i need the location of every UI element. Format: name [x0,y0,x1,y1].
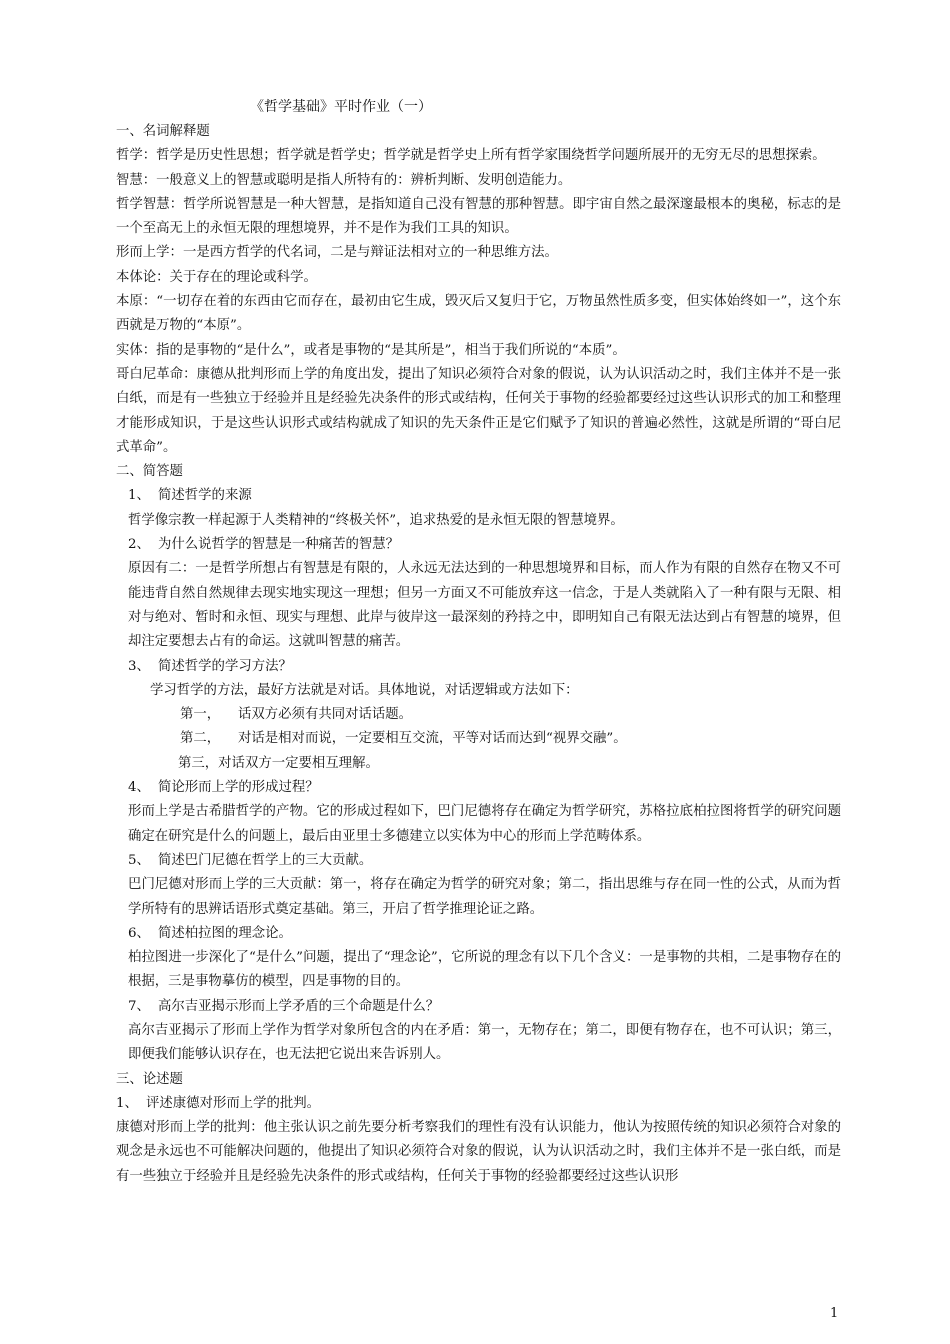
question-5 [116,849,841,873]
term-ontology: 本体论：关于存在的理论或科学。 [116,269,317,285]
step-text: 话双方必须有共同对话话题。 [238,707,413,723]
question-text: 简论形而上学的形成过程？ [158,780,319,796]
answer-4: 形而上学是古希腊哲学的产物。它的形成过程如下，巴门尼德将存在确定为哲学研究，苏格拉底柏拉图将哲学的研究问题确定在研究是什么的问题上，最后由亚里士多德建立以实体为中心的形而上学范畴体系。 [128,804,841,844]
question-number: 5、 [128,852,150,868]
term-wisdom: 智慧：一般意义上的智慧或聪明是指人所特有的：辨析判断、发明创造能力。 [116,172,572,188]
question-text: 简述哲学的来源 [158,488,252,504]
answer-3-step-3: 第三，对话双方一定要相互理解。 [178,755,379,771]
question-number: 7、 [128,998,150,1014]
question-text: 简述柏拉图的理念论。 [158,925,292,941]
question-text: 高尔吉亚揭示形而上学矛盾的三个命题是什么？ [158,998,440,1014]
term-copernican-revolution: 哥白尼革命：康德从批判形而上学的角度出发，提出了知识必须符合对象的假说，认为认识活动之时，我们主体并不是一张白纸，而是有一些独立于经验并且是经验先决条件的形式或结构，任何关于事物的经验都要经过这些认识形式的加工和整理才能形成知识，于是这些认识形式或结构就成了知识的先天条件正是它们赋予了知识的普遍必然性，这就是所谓的“哥白尼式革命”。 [116,366,841,455]
term-substance: 实体：指的是事物的“是什么”，或者是事物的“是其所是”，相当于我们所说的“本质”。 [116,342,626,358]
term-philosophical-wisdom: 哲学智慧：哲学所说智慧是一种大智慧，是指知道自己没有智慧的那种智慧。即宇宙自然之最深邃最根本的奥秘，标志的是一个至高无上的永恒无限的理想境界，并不是作为我们工具的知识。 [116,196,841,237]
essay-question-1 [116,1092,841,1116]
step-text: 对话是相对而说，一定要相互交流，平等对话而达到“视界交融”。 [238,731,627,747]
step-label: 第一， [180,707,221,723]
answer-3-step-2 [116,727,841,751]
answer-1: 哲学像宗教一样起源于人类精神的“终极关怀”，追求热爱的是永恒无限的智慧境界。 [128,512,624,528]
page-number: 1 [830,1306,839,1321]
section1-heading: 一、名词解释题 [116,124,210,139]
question-number: 1、 [128,488,150,504]
answer-5: 巴门尼德对形而上学的三大贡献：第一，将存在确定为哲学的研究对象；第二，指出思维与存在同一性的公式，从而为哲学所特有的思辨话语形式奠定基础。第三，开启了哲学推理论证之路。 [128,877,841,917]
question-number: 3、 [128,658,150,674]
question-number: 1、 [116,1095,138,1111]
answer-7: 高尔吉亚揭示了形而上学作为哲学对象所包含的内在矛盾：第一，无物存在；第二，即便有物存在，也不可认识；第三，即便我们能够认识存在，也无法把它说出来告诉别人。 [128,1022,841,1063]
question-2 [116,533,841,557]
answer-2: 原因有二：一是哲学所想占有智慧是有限的，人永远无法达到的一种思想境界和目标，而人作为有限的自然存在物又不可能违背自然自然规律去现实地实现这一理想；但另一方面又不可能放弃这一信念，于是人类就陷入了一种有限与无限、相对与绝对、暂时和永恒、现实与理想、此岸与彼岸这一最深刻的矜持之中，即明知自己有限无法达到占有智慧的境界，但却注定要想去占有的命运。这就叫智慧的痛苦。 [128,561,841,650]
question-number: 2、 [128,537,150,553]
question-4 [116,776,841,800]
term-metaphysics: 形而上学：一是西方哲学的代名词，二是与辩证法相对立的一种思维方法。 [116,245,558,261]
answer-3-intro: 学习哲学的方法，最好方法就是对话。具体地说，对话逻辑或方法如下： [150,682,579,698]
answer-6: 柏拉图进一步深化了“是什么”问题，提出了“理念论”，它所说的理念有以下几个含义：一是事物的共相，二是事物存在的根据，三是事物摹仿的模型，四是事物的目的。 [128,950,841,990]
question-text: 为什么说哲学的智慧是一种痛苦的智慧？ [158,537,400,553]
answer-3-step-1 [116,703,841,727]
question-text: 简述哲学的学习方法？ [158,658,292,674]
term-philosophy: 哲学：哲学是历史性思想；哲学就是哲学史；哲学就是哲学史上所有哲学家围绕哲学问题所展开的无穷无尽的思想探索。 [116,148,826,164]
question-6 [116,922,841,946]
section3-heading: 三、论述题 [116,1071,183,1087]
term-origin: 本原：“一切存在着的东西由它而存在，最初由它生成，毁灭后又复归于它，万物虽然性质多变，但实体始终如一”，这个东西就是万物的“本原”。 [116,294,841,334]
question-7 [116,995,841,1019]
section2-heading: 二、简答题 [116,464,183,480]
question-1 [116,484,841,508]
essay-answer-1: 康德对形而上学的批判：他主张认识之前先要分析考察我们的理性有没有认识能力，他认为按照传统的知识必须符合对象的观念是永远也不可能解决问题的，他提出了知识必须符合对象的假说，认为认识活动之时，我们主体并不是一张白纸，而是有一些独立于经验并且是经验先决条件的形式或结构，任何关于事物的经验都要经过这些认识形 [116,1120,841,1184]
question-3 [116,655,841,679]
question-text: 评述康德对形而上学的批判。 [146,1095,321,1111]
question-number: 4、 [128,780,150,796]
step-label: 第二， [180,731,221,747]
question-number: 6、 [128,925,150,941]
question-text: 简述巴门尼德在哲学上的三大贡献。 [158,852,373,868]
document-title: 《哲学基础》平时作业（一） [250,99,432,115]
document-body [116,120,841,1189]
